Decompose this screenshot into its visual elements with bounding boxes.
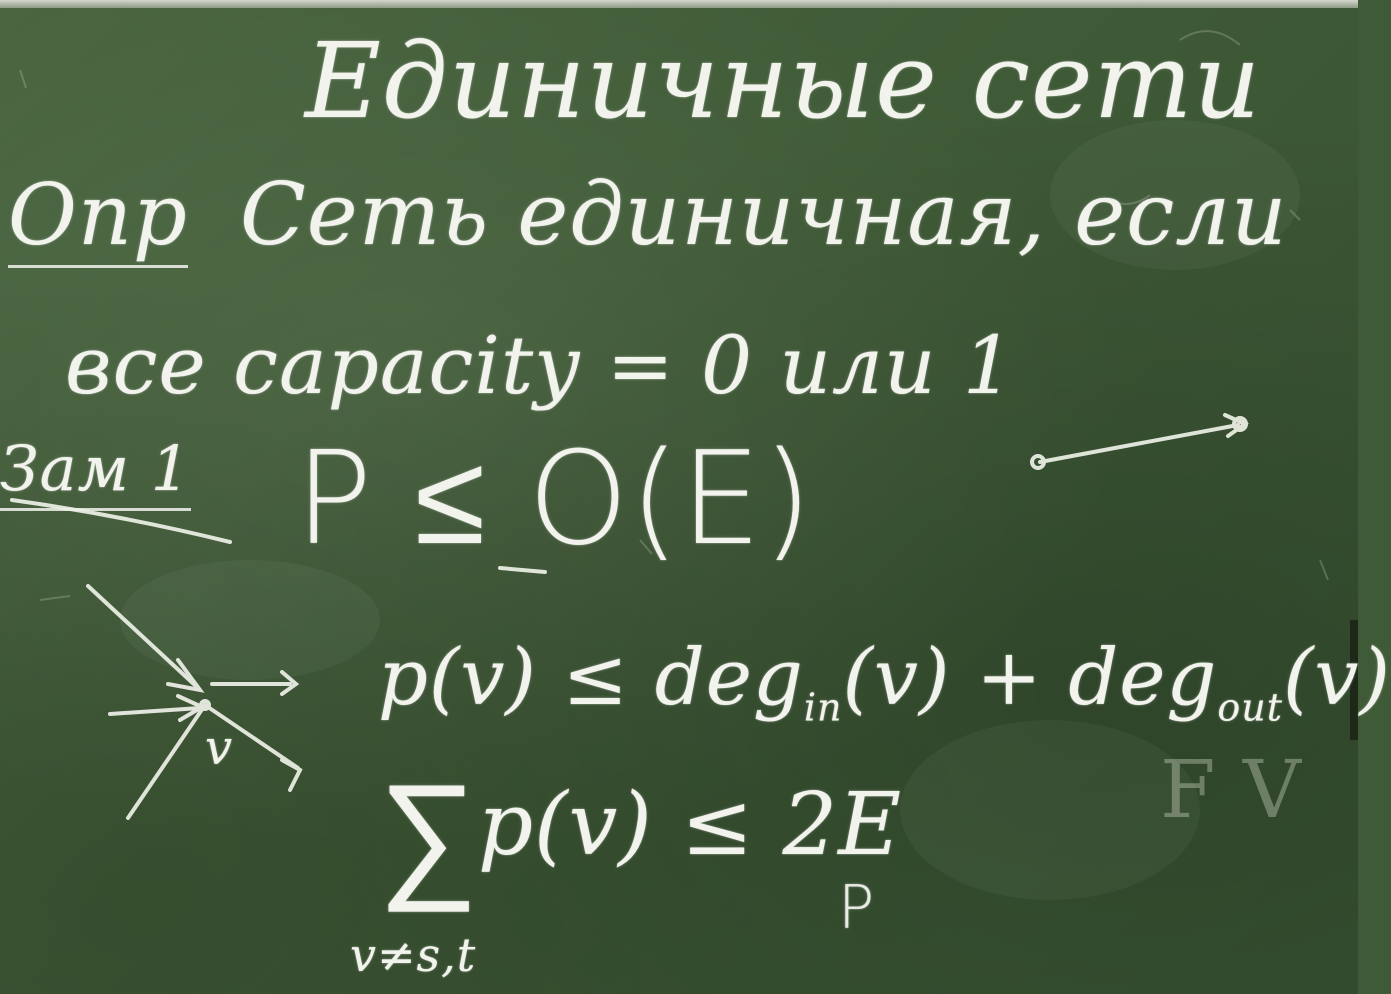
edge-segment: [1040, 425, 1238, 462]
deg-in-subscript: in: [803, 685, 843, 730]
incoming-arrow: [110, 708, 200, 714]
sum-expression: p(v) ≤ 2E: [478, 775, 902, 875]
vertex-label: v: [205, 720, 234, 776]
sum-symbol: ∑: [378, 753, 479, 916]
inequality-end: (v): [1283, 633, 1391, 723]
definition-condition: все capacity = 0 или 1: [65, 319, 1015, 412]
remark-label: Зам 1: [0, 430, 191, 511]
deg-out-subscript: out: [1217, 685, 1283, 730]
arrowhead-icon: [282, 760, 300, 790]
outgoing-arrow: [205, 705, 298, 768]
definition-text: Сеть единичная, если: [240, 165, 1288, 265]
definition-label: Опр: [8, 165, 188, 268]
stray-letter: P: [838, 873, 876, 943]
bound-underline: [500, 568, 545, 572]
flow-bound: P ≤ O(E): [295, 425, 814, 574]
inequality-left: p(v) ≤ deg: [378, 633, 804, 723]
sum-index: v≠s,t: [350, 928, 477, 982]
inequality-mid: (v) + deg: [842, 633, 1218, 723]
board-title: Единичные сети: [305, 20, 1262, 142]
incoming-arrow: [88, 586, 198, 688]
erased-marks: F V: [1160, 743, 1302, 836]
remark-underline: [12, 500, 230, 542]
incoming-arrow: [128, 705, 205, 818]
